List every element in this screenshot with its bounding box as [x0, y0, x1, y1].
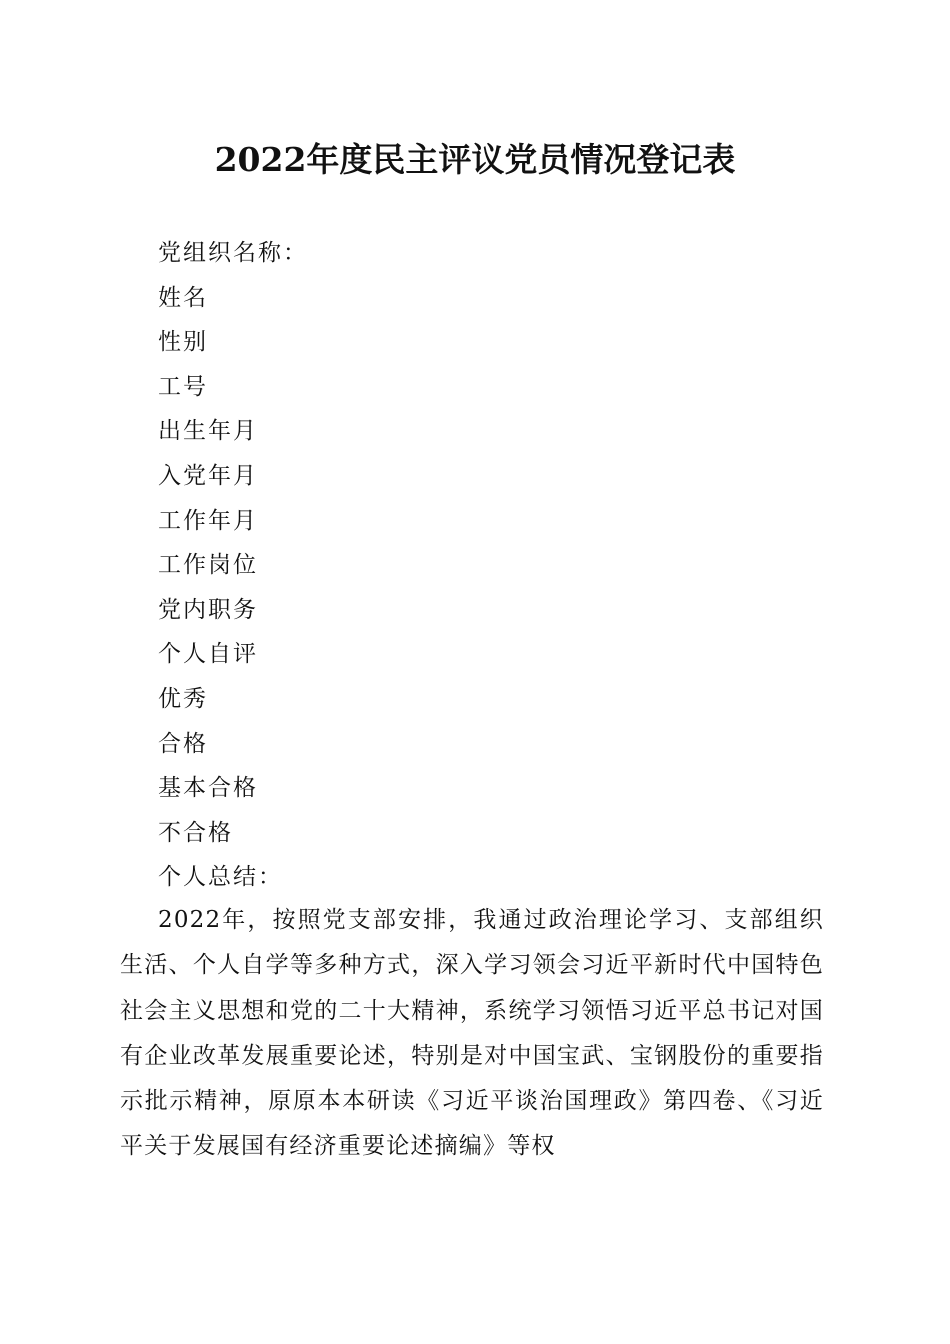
field-job-position: 工作岗位 — [158, 552, 258, 579]
field-self-evaluation: 个人自评 — [158, 641, 258, 668]
field-birth-date: 出生年月 — [158, 418, 258, 445]
field-name: 姓名 — [158, 284, 208, 311]
field-party-organization-name: 党组织名称： — [158, 240, 308, 266]
document-title: 2022年度民主评议党员情况登记表 — [214, 140, 736, 179]
field-work-start-date: 工作年月 — [158, 507, 258, 534]
field-party-join-date: 入党年月 — [158, 462, 258, 489]
field-employee-id: 工号 — [158, 373, 208, 400]
field-gender: 性别 — [158, 329, 208, 356]
field-party-position: 党内职务 — [158, 596, 258, 623]
option-unqualified: 不合格 — [158, 819, 233, 846]
option-basically-qualified: 基本合格 — [158, 775, 258, 802]
summary-paragraph: 2022年，按照党支部安排，我通过政治理论学习、支部组织生活、个人自学等多种方式，深入学习领会习近平新时代中国特色社会主义思想和党的二十大精神，系统学习领悟习近平总书记对国有企业改革发展重要论述，特别是对中国宝武、宝钢股份的重要指示批示精神，原原本本研读《习近平谈治国理政》第四卷、《习近平关于发展国有经济重要论述摘编》等权 — [120, 907, 824, 1160]
option-excellent: 优秀 — [158, 685, 208, 712]
option-qualified: 合格 — [158, 730, 208, 757]
field-personal-summary: 个人总结： — [158, 864, 283, 891]
field-list — [158, 231, 308, 900]
